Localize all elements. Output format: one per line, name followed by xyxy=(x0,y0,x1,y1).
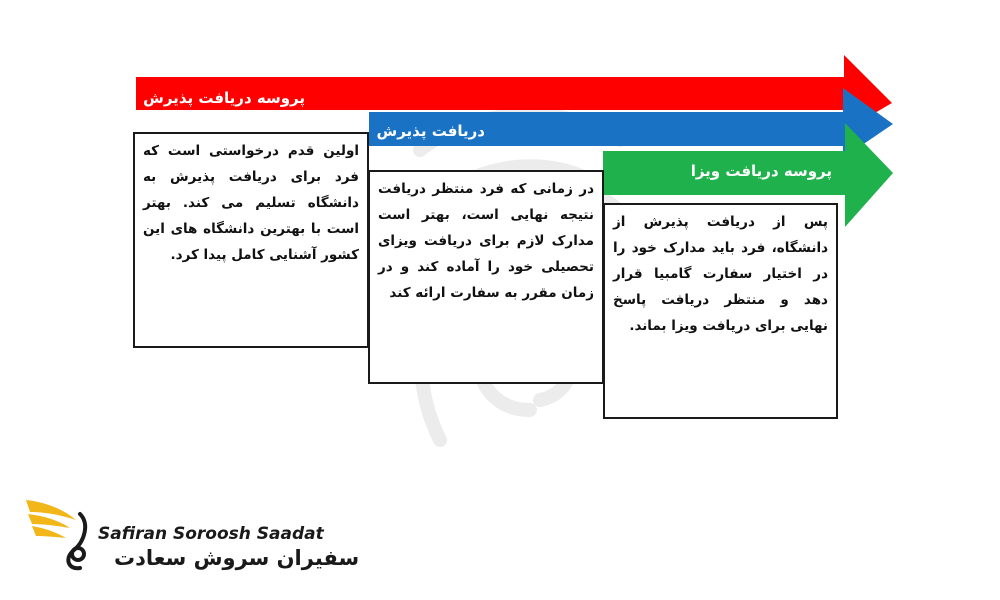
step-2-title: دریافت پذیرش xyxy=(376,122,485,140)
brand-name-english: Safiran Soroosh Saadat xyxy=(98,524,324,544)
brand-logo xyxy=(24,494,360,584)
step-3-description: پس از دریافت پذیرش از دانشگاه، فرد باید مدارک خود را در اختیار سفارت گامبیا قرار دهد و منتظر دریافت پاسخ نهایی برای دریافت ویزا بماند. xyxy=(613,214,828,334)
step-3-title: پروسه دریافت ویزا xyxy=(690,162,832,180)
step-1-title: پروسه دریافت پذیرش xyxy=(143,89,305,107)
step-1-description: اولین قدم درخواستی است که فرد برای دریافت پذیرش به دانشگاه تسلیم می کند. بهتر است با بهترین دانشگاه های این کشور آشنایی کامل پیدا کرد. xyxy=(143,143,359,263)
step-2-description: در زمانی که فرد منتظر دریافت نتیجه نهایی است، بهتر است مدارک لازم برای دریافت ویزای تحصیلی خود را آماده کند و در زمان مقرر به سفارت ارائه کند xyxy=(378,181,594,301)
brand-wing-icon xyxy=(24,494,104,574)
brand-name-persian: سفیران سروش سعادت xyxy=(114,546,360,570)
step-2-box xyxy=(368,170,604,384)
step-3-box xyxy=(603,203,838,419)
step-1-box xyxy=(133,132,369,348)
